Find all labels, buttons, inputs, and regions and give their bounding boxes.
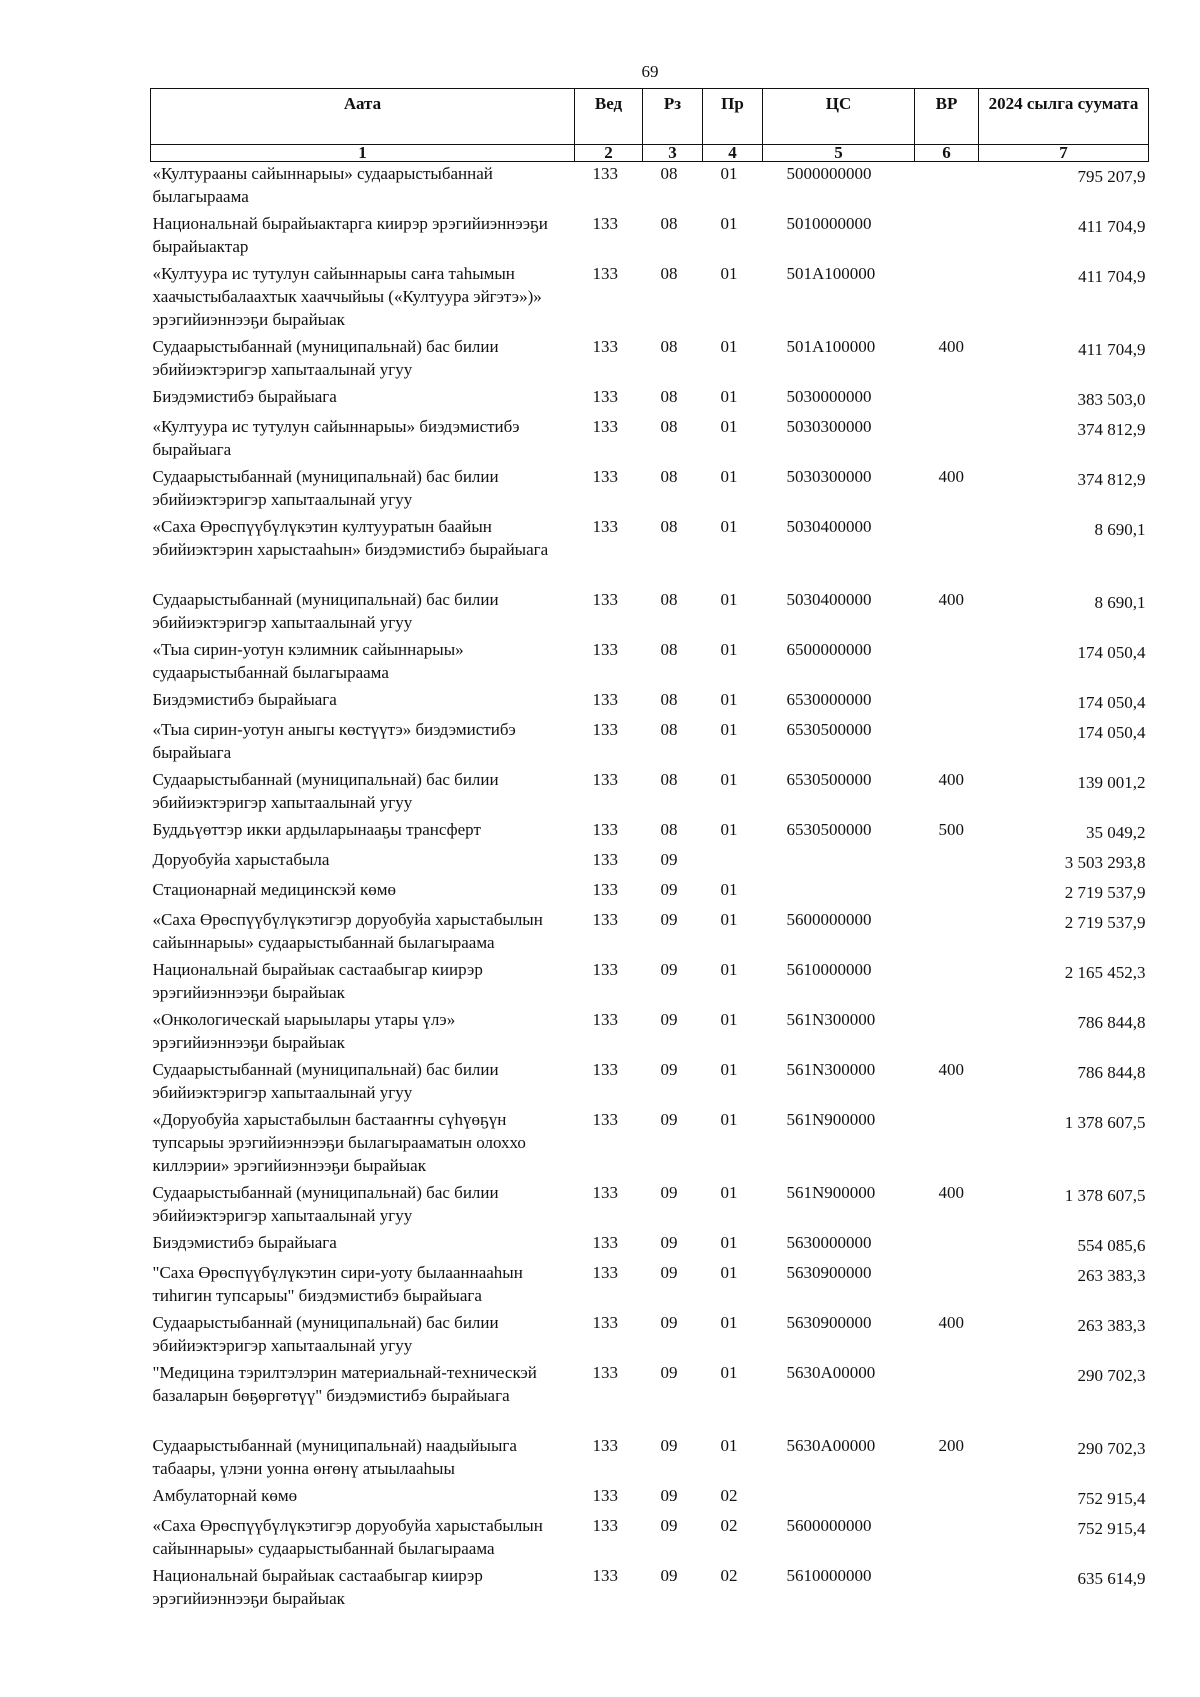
row-cs: 6530000000 bbox=[786, 690, 872, 709]
row-name: Национальнай бырайыак састаабыгар киирэр эрэгийиэннээҕи бырайыак bbox=[152, 960, 483, 1002]
row-ved: 133 bbox=[592, 720, 618, 739]
row-cs: 5030300000 bbox=[786, 417, 872, 436]
row-name: Стационарнай медицинскэй көмө bbox=[152, 880, 396, 899]
row-amount: 1 378 607,5 bbox=[1064, 1113, 1146, 1132]
row-name: Доруобуйа харыстабыла bbox=[152, 850, 330, 869]
table-row bbox=[151, 1261, 1149, 1311]
row-vr bbox=[915, 908, 979, 958]
row-pr: 01 bbox=[720, 820, 738, 839]
row-name: "Саха Өрөспүүбүлүкэтин сири-уоту былааннааһын тиһигин тупсарыы" биэдэмистибэ бырайыага bbox=[152, 1263, 523, 1305]
row-vr bbox=[915, 415, 979, 465]
column-number: 6 bbox=[915, 145, 979, 162]
row-rz: 09 bbox=[660, 850, 678, 869]
row-vr bbox=[915, 1564, 979, 1614]
row-pr: 01 bbox=[720, 417, 738, 436]
row-vr bbox=[915, 688, 979, 718]
row-ved: 133 bbox=[592, 1060, 618, 1079]
row-ved: 133 bbox=[592, 850, 618, 869]
row-ved: 133 bbox=[592, 880, 618, 899]
row-rz: 09 bbox=[660, 910, 678, 929]
column-number: 5 bbox=[763, 145, 915, 162]
row-cs: 561N900000 bbox=[786, 1183, 876, 1202]
table-row bbox=[151, 212, 1149, 262]
row-name: Национальнай бырайыак састаабыгар киирэр эрэгийиэннээҕи бырайыак bbox=[152, 1566, 483, 1608]
table-row bbox=[151, 638, 1149, 688]
row-pr: 02 bbox=[720, 1516, 738, 1535]
column-number: 2 bbox=[575, 145, 643, 162]
row-cs bbox=[763, 1484, 915, 1514]
row-pr: 01 bbox=[720, 337, 738, 356]
row-pr: 01 bbox=[720, 1363, 738, 1382]
row-cs: 6530500000 bbox=[786, 820, 872, 839]
row-cs: 501A100000 bbox=[786, 264, 876, 283]
row-amount: 263 383,3 bbox=[1077, 1266, 1146, 1285]
row-pr: 01 bbox=[720, 517, 738, 536]
row-rz: 09 bbox=[660, 1263, 678, 1282]
header-rz: Рз bbox=[643, 89, 703, 145]
row-ved: 133 bbox=[592, 1566, 618, 1585]
row-rz: 08 bbox=[660, 517, 678, 536]
row-amount: 786 844,8 bbox=[1077, 1063, 1146, 1082]
row-vr bbox=[915, 1108, 979, 1181]
table-row bbox=[151, 1564, 1149, 1614]
table-row bbox=[151, 688, 1149, 718]
table-row bbox=[151, 162, 1149, 213]
row-pr: 01 bbox=[720, 214, 738, 233]
row-vr: 400 bbox=[938, 337, 964, 356]
table-row bbox=[151, 718, 1149, 768]
row-name: «Саха Өрөспүүбүлүкэтигэр доруобуйа харыстабылын сайыннарыы» судаарыстыбаннай былагыраама bbox=[152, 1516, 543, 1558]
row-name: Судаарыстыбаннай (муниципальнай) бас билии эбийиэктэригэр хапытаалынай угуу bbox=[152, 770, 499, 812]
row-cs bbox=[763, 848, 915, 878]
row-amount: 263 383,3 bbox=[1077, 1316, 1146, 1335]
row-pr: 01 bbox=[720, 164, 738, 183]
table-row bbox=[151, 1108, 1149, 1181]
row-vr: 400 bbox=[938, 1060, 964, 1079]
row-rz: 08 bbox=[660, 337, 678, 356]
row-pr: 01 bbox=[720, 720, 738, 739]
row-cs: 5630900000 bbox=[786, 1263, 872, 1282]
row-pr: 01 bbox=[720, 1110, 738, 1129]
row-pr: 01 bbox=[720, 1313, 738, 1332]
row-pr: 01 bbox=[720, 640, 738, 659]
row-vr: 400 bbox=[938, 467, 964, 486]
row-pr: 01 bbox=[720, 467, 738, 486]
row-ved: 133 bbox=[592, 1183, 618, 1202]
row-name: Судаарыстыбаннай (муниципальнай) бас билии эбийиэктэригэр хапытаалынай угуу bbox=[152, 1060, 499, 1102]
row-pr: 01 bbox=[720, 910, 738, 929]
header-name: Аата bbox=[151, 89, 575, 145]
row-vr bbox=[915, 1008, 979, 1058]
row-ved: 133 bbox=[592, 164, 618, 183]
row-ved: 133 bbox=[592, 1516, 618, 1535]
row-rz: 09 bbox=[660, 1060, 678, 1079]
row-ved: 133 bbox=[592, 820, 618, 839]
table-row bbox=[151, 1181, 1149, 1231]
table-body bbox=[151, 162, 1149, 1615]
row-amount: 554 085,6 bbox=[1077, 1236, 1146, 1255]
row-name: "Медицина тэрилтэлэрин материальнай-техническэй базаларын бөҕөргөтүү" биэдэмистибэ бырайыага bbox=[152, 1363, 537, 1405]
header-pr: Пр bbox=[703, 89, 763, 145]
row-vr bbox=[915, 1514, 979, 1564]
row-cs: 5630A00000 bbox=[786, 1436, 876, 1455]
row-vr: 400 bbox=[938, 770, 964, 789]
row-cs: 561N300000 bbox=[786, 1010, 876, 1029]
row-ved: 133 bbox=[592, 1313, 618, 1332]
column-number: 7 bbox=[979, 145, 1149, 162]
header-ved: Вед bbox=[575, 89, 643, 145]
row-ved: 133 bbox=[592, 337, 618, 356]
row-amount: 3 503 293,8 bbox=[1064, 853, 1146, 872]
row-ved: 133 bbox=[592, 690, 618, 709]
row-cs: 5630900000 bbox=[786, 1313, 872, 1332]
row-name: Судаарыстыбаннай (муниципальнай) бас билии эбийиэктэригэр хапытаалынай угуу bbox=[152, 1313, 499, 1355]
row-rz: 09 bbox=[660, 1566, 678, 1585]
row-vr bbox=[915, 718, 979, 768]
row-pr: 01 bbox=[720, 1233, 738, 1252]
row-vr: 400 bbox=[938, 1183, 964, 1202]
row-amount: 35 049,2 bbox=[1086, 823, 1146, 842]
row-amount: 139 001,2 bbox=[1077, 773, 1146, 792]
row-amount: 411 704,9 bbox=[1078, 340, 1146, 359]
table-row bbox=[151, 1231, 1149, 1261]
row-vr bbox=[915, 515, 979, 588]
table-row bbox=[151, 588, 1149, 638]
row-ved: 133 bbox=[592, 1110, 618, 1129]
row-vr bbox=[915, 162, 979, 213]
row-vr bbox=[915, 1231, 979, 1261]
table-row bbox=[151, 262, 1149, 335]
row-vr bbox=[915, 848, 979, 878]
table-row bbox=[151, 1514, 1149, 1564]
row-amount: 411 704,9 bbox=[1078, 267, 1146, 286]
table-row bbox=[151, 335, 1149, 385]
row-ved: 133 bbox=[592, 910, 618, 929]
row-ved: 133 bbox=[592, 1010, 618, 1029]
row-ved: 133 bbox=[592, 467, 618, 486]
row-pr: 01 bbox=[720, 1183, 738, 1202]
row-ved: 133 bbox=[592, 517, 618, 536]
table-row bbox=[151, 1008, 1149, 1058]
row-cs: 5010000000 bbox=[786, 214, 872, 233]
row-rz: 09 bbox=[660, 1313, 678, 1332]
row-cs: 5000000000 bbox=[786, 164, 872, 183]
row-pr: 01 bbox=[720, 264, 738, 283]
row-name: Судаарыстыбаннай (муниципальнай) бас билии эбийиэктэригэр хапытаалынай угуу bbox=[152, 337, 499, 379]
row-pr: 01 bbox=[720, 770, 738, 789]
row-rz: 08 bbox=[660, 264, 678, 283]
row-ved: 133 bbox=[592, 1233, 618, 1252]
row-cs: 6500000000 bbox=[786, 640, 872, 659]
row-cs: 5630000000 bbox=[786, 1233, 872, 1252]
row-pr: 01 bbox=[720, 960, 738, 979]
row-vr bbox=[915, 878, 979, 908]
row-vr: 200 bbox=[938, 1436, 964, 1455]
row-ved: 133 bbox=[592, 590, 618, 609]
row-pr: 02 bbox=[720, 1486, 738, 1505]
row-name: «Саха Өрөспүүбүлүкэтин култууратын баайын эбийиэктэрин харыстааһын» биэдэмистибэ бырайыага bbox=[152, 517, 549, 559]
row-rz: 08 bbox=[660, 770, 678, 789]
row-rz: 09 bbox=[660, 1183, 678, 1202]
table-row bbox=[151, 908, 1149, 958]
row-rz: 08 bbox=[660, 467, 678, 486]
row-amount: 383 503,0 bbox=[1077, 390, 1146, 409]
row-name: Судаарыстыбаннай (муниципальнай) бас билии эбийиэктэригэр хапытаалынай угуу bbox=[152, 590, 499, 632]
row-name: «Саха Өрөспүүбүлүкэтигэр доруобуйа харыстабылын сайыннарыы» судаарыстыбаннай былагыраама bbox=[152, 910, 543, 952]
row-amount: 174 050,4 bbox=[1077, 723, 1146, 742]
row-pr: 01 bbox=[720, 1263, 738, 1282]
row-rz: 09 bbox=[660, 1516, 678, 1535]
table-row bbox=[151, 1311, 1149, 1361]
row-rz: 09 bbox=[660, 1436, 678, 1455]
row-cs: 5600000000 bbox=[786, 910, 872, 929]
row-rz: 09 bbox=[660, 1486, 678, 1505]
row-rz: 09 bbox=[660, 1363, 678, 1382]
row-pr: 01 bbox=[720, 1060, 738, 1079]
row-name: Судаарыстыбаннай (муниципальнай) бас билии эбийиэктэригэр хапытаалынай угуу bbox=[152, 467, 499, 509]
row-name: Буддьүөттэр икки ардыларынааҕы трансферт bbox=[152, 820, 481, 839]
row-ved: 133 bbox=[592, 1486, 618, 1505]
page-number: 69 bbox=[641, 62, 659, 81]
row-name: «Онкологическай ыарыылары утары үлэ» эрэгийиэннээҕи бырайыак bbox=[152, 1010, 456, 1052]
table-row bbox=[151, 385, 1149, 415]
row-rz: 08 bbox=[660, 417, 678, 436]
table-row bbox=[151, 1484, 1149, 1514]
row-ved: 133 bbox=[592, 640, 618, 659]
row-pr: 01 bbox=[720, 387, 738, 406]
row-rz: 08 bbox=[660, 690, 678, 709]
row-ved: 133 bbox=[592, 387, 618, 406]
row-name: «Доруобуйа харыстабылын бастааҥҥы сүһүөҕүн тупсарыы эрэгийиэннээҕи былагырааматын олоххо киллэрии» эрэгийиэннээҕи бырайыак bbox=[152, 1110, 526, 1175]
row-name: «Тыа сирин-уотун кэлимник сайыннарыы» судаарыстыбаннай былагыраама bbox=[152, 640, 464, 682]
row-amount: 2 719 537,9 bbox=[1064, 883, 1146, 902]
row-ved: 133 bbox=[592, 264, 618, 283]
row-rz: 09 bbox=[660, 1233, 678, 1252]
row-name: Биэдэмистибэ бырайыага bbox=[152, 387, 337, 406]
row-vr bbox=[915, 1261, 979, 1311]
row-vr bbox=[915, 1484, 979, 1514]
row-amount: 374 812,9 bbox=[1077, 420, 1146, 439]
row-cs: 561N300000 bbox=[786, 1060, 876, 1079]
row-pr: 01 bbox=[720, 590, 738, 609]
table-row bbox=[151, 878, 1149, 908]
row-ved: 133 bbox=[592, 1263, 618, 1282]
row-pr bbox=[703, 848, 763, 878]
row-cs: 5600000000 bbox=[786, 1516, 872, 1535]
row-name: «Култуура ис тутулун сайыннарыы саҥа таһымын хаачыстыбалаахтык хааччыйыы («Култуура эйгэтэ»)» эрэгийиэннээҕи бырайыак bbox=[152, 264, 542, 329]
row-rz: 08 bbox=[660, 820, 678, 839]
table-header-row bbox=[151, 89, 1149, 145]
row-cs: 6530500000 bbox=[786, 770, 872, 789]
row-amount: 786 844,8 bbox=[1077, 1013, 1146, 1032]
row-rz: 09 bbox=[660, 1110, 678, 1129]
row-pr: 01 bbox=[720, 690, 738, 709]
row-rz: 09 bbox=[660, 1010, 678, 1029]
row-cs: 5030400000 bbox=[786, 517, 872, 536]
row-ved: 133 bbox=[592, 417, 618, 436]
row-amount: 374 812,9 bbox=[1077, 470, 1146, 489]
row-cs: 5030000000 bbox=[786, 387, 872, 406]
row-rz: 08 bbox=[660, 164, 678, 183]
row-name: Национальнай бырайыактарга киирэр эрэгийиэннээҕи бырайыактар bbox=[152, 214, 548, 256]
table-row bbox=[151, 848, 1149, 878]
table-row bbox=[151, 958, 1149, 1008]
table-row bbox=[151, 1434, 1149, 1484]
table-row bbox=[151, 465, 1149, 515]
row-amount: 752 915,4 bbox=[1077, 1519, 1146, 1538]
table-row bbox=[151, 1058, 1149, 1108]
row-ved: 133 bbox=[592, 770, 618, 789]
row-ved: 133 bbox=[592, 214, 618, 233]
row-cs: 5610000000 bbox=[786, 1566, 872, 1585]
row-cs bbox=[763, 878, 915, 908]
row-amount: 290 702,3 bbox=[1077, 1366, 1146, 1385]
row-vr bbox=[915, 958, 979, 1008]
row-vr bbox=[915, 262, 979, 335]
row-vr: 500 bbox=[938, 820, 964, 839]
row-amount: 2 165 452,3 bbox=[1064, 963, 1146, 982]
column-number: 1 bbox=[151, 145, 575, 162]
row-name: «Културааны сайыннарыы» судаарыстыбаннай былагыраама bbox=[152, 164, 493, 206]
table-row bbox=[151, 515, 1149, 588]
table-row bbox=[151, 768, 1149, 818]
column-number: 4 bbox=[703, 145, 763, 162]
header-vr: ВР bbox=[915, 89, 979, 145]
row-name: Судаарыстыбаннай (муниципальнай) наадыйыыга табаары, үлэни уонна өҥөнү атыылааһыы bbox=[152, 1436, 517, 1478]
row-amount: 174 050,4 bbox=[1077, 643, 1146, 662]
row-rz: 08 bbox=[660, 640, 678, 659]
row-cs: 501A100000 bbox=[786, 337, 876, 356]
row-rz: 08 bbox=[660, 720, 678, 739]
row-rz: 09 bbox=[660, 960, 678, 979]
row-name: Биэдэмистибэ бырайыага bbox=[152, 1233, 337, 1252]
row-amount: 635 614,9 bbox=[1077, 1569, 1146, 1588]
row-vr bbox=[915, 1361, 979, 1434]
row-pr: 02 bbox=[720, 1566, 738, 1585]
row-cs: 6530500000 bbox=[786, 720, 872, 739]
row-name: «Тыа сирин-уотун аныгы көстүүтэ» биэдэмистибэ бырайыага bbox=[152, 720, 516, 762]
row-ved: 133 bbox=[592, 1436, 618, 1455]
row-vr bbox=[915, 212, 979, 262]
row-name: Амбулаторнай көмө bbox=[152, 1486, 298, 1505]
row-rz: 08 bbox=[660, 214, 678, 233]
row-cs: 5030400000 bbox=[786, 590, 872, 609]
row-amount: 174 050,4 bbox=[1077, 693, 1146, 712]
column-number-row bbox=[151, 145, 1149, 162]
row-rz: 08 bbox=[660, 590, 678, 609]
row-amount: 290 702,3 bbox=[1077, 1439, 1146, 1458]
row-amount: 411 704,9 bbox=[1078, 217, 1146, 236]
header-amount: 2024 сылга суумата bbox=[979, 89, 1149, 145]
row-rz: 08 bbox=[660, 387, 678, 406]
row-amount: 752 915,4 bbox=[1077, 1489, 1146, 1508]
row-rz: 09 bbox=[660, 880, 678, 899]
row-cs: 561N900000 bbox=[786, 1110, 876, 1129]
row-amount: 795 207,9 bbox=[1077, 167, 1146, 186]
row-pr: 01 bbox=[720, 880, 738, 899]
row-name: «Култуура ис тутулун сайыннарыы» биэдэмистибэ бырайыага bbox=[152, 417, 520, 459]
header-cs: ЦС bbox=[763, 89, 915, 145]
row-vr bbox=[915, 385, 979, 415]
column-number: 3 bbox=[643, 145, 703, 162]
row-pr: 01 bbox=[720, 1436, 738, 1455]
row-cs: 5630A00000 bbox=[786, 1363, 876, 1382]
row-cs: 5610000000 bbox=[786, 960, 872, 979]
budget-table bbox=[150, 88, 1149, 1614]
table-row bbox=[151, 1361, 1149, 1434]
row-cs: 5030300000 bbox=[786, 467, 872, 486]
table-row bbox=[151, 818, 1149, 848]
row-vr: 400 bbox=[938, 1313, 964, 1332]
row-amount: 2 719 537,9 bbox=[1064, 913, 1146, 932]
row-amount: 8 690,1 bbox=[1094, 520, 1146, 539]
row-vr: 400 bbox=[938, 590, 964, 609]
row-ved: 133 bbox=[592, 1363, 618, 1382]
table-row bbox=[151, 415, 1149, 465]
row-amount: 8 690,1 bbox=[1094, 593, 1146, 612]
row-name: Биэдэмистибэ бырайыага bbox=[152, 690, 337, 709]
row-pr: 01 bbox=[720, 1010, 738, 1029]
row-ved: 133 bbox=[592, 960, 618, 979]
row-name: Судаарыстыбаннай (муниципальнай) бас билии эбийиэктэригэр хапытаалынай угуу bbox=[152, 1183, 499, 1225]
row-vr bbox=[915, 638, 979, 688]
row-amount: 1 378 607,5 bbox=[1064, 1186, 1146, 1205]
